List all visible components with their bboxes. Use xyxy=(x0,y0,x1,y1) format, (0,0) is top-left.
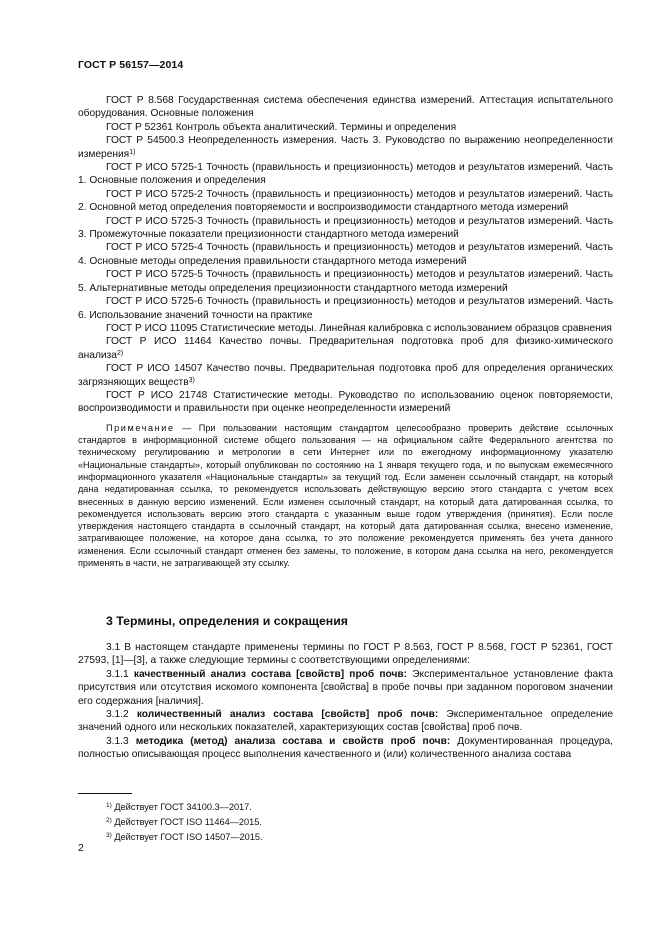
terms-section xyxy=(78,641,613,762)
footnotes xyxy=(106,800,263,844)
reference-item: ГОСТ Р ИСО 5725-5 Точность (правильность и прецизионность) методов и результатов измерений. Часть 5. Альтернативные методы определения прецизионности стандартного метода измерений xyxy=(78,269,613,294)
reference-item: ГОСТ Р ИСО 11464 Качество почвы. Предварительная подготовка проб для физико-химического анализа$^{2)}$ xyxy=(78,336,613,361)
term-definition: 3.1.2 количественный анализ состава [свойств] проб почв: Экспериментальное определение значений одного или нескольких показателей, характеризующих состав [свойства] проб почв. xyxy=(78,709,613,734)
section-title: 3 Термины, определения и сокращения xyxy=(106,614,348,628)
note-paragraph xyxy=(78,422,613,570)
term-definition: 3.1.1 качественный анализ состава [свойств] проб почв: Экспериментальное установление факта присутствия или отсутствия искомого компонента [свойства] в пробе почвы при заданном пороговом значении его содержания [наличия]. xyxy=(78,668,613,707)
document-header: ГОСТ Р 56157—2014 xyxy=(78,59,184,71)
reference-item: ГОСТ Р ИСО 5725-6 Точность (правильность и прецизионность) методов и результатов измерений. Часть 6. Использование значений точности на практике xyxy=(78,296,613,321)
footnote-marker: 3) xyxy=(188,376,195,384)
reference-item: ГОСТ Р ИСО 5725-3 Точность (правильность и прецизионность) методов и результатов измерений. Часть 3. Промежуточные показатели прецизионности стандартного метода измерений xyxy=(78,215,613,241)
footnote-item: $^{2)}$ Действует ГОСТ ISO 11464—2015. xyxy=(106,816,262,827)
normative-references xyxy=(78,94,613,578)
reference-item: ГОСТ Р ИСО 11095 Статистические методы. Линейная калибровка с использованием образцов сравнения xyxy=(106,322,612,334)
page-number: 2 xyxy=(78,842,84,854)
footnote-divider xyxy=(78,793,132,794)
term-name: качественный анализ состава [свойств] проб почв: xyxy=(133,668,408,680)
reference-item: ГОСТ Р ИСО 21748 Статистические методы. Руководство по использованию оценок повторяемости, воспроизводимости и правильности при оценке неопределенности измерений xyxy=(78,389,613,415)
reference-item: ГОСТ Р 8.568 Государственная система обеспечения единства измерений. Аттестация испытательного оборудования. Основные положения xyxy=(78,95,613,120)
term-definition: 3.1.3 методика (метод) анализа состава и свойств проб почв: Документированная процедура, полностью описывающая процесс выполнения качественного и (или) количественного анализа состава xyxy=(78,735,613,761)
note-text: — При пользовании настоящим стандартом целесообразно проверить действие ссылочных стандартов в информационной системе общего пользования — на официальном сайте Федерального агентства по техническому регулированию и метрологии в сети Интернет или по ежегодному информационному указателю «Национальные стандарты», который опубликован по состоянию на 1 января текущего года, и по выпускам ежемесячного информационного указателя «Национальные стандарты» за текущий год. Если заменен ссылочный стандарт, на который дана недатированная ссылка, то рекомендуется использовать действующую версию этого стандарта с учетом всех внесенных в данную версию изменений. Если изменен ссылочный стандарт, на который дата датированная ссылка, то рекомендуется использовать версию этого стандарта с указанным выше годом утверждения (принятия). Если после утверждения настоящего стандарта в ссылочный стандарт, на который дата датированная ссылка, внесено изменение, затрагивающее положение, на которое дана ссылка, то это положение рекомендуется применять без учета данного изменения. Если ссылочный стандарт отменен без замены, то положение, в котором дана ссылка на него, рекомендуется применять в части, не затрагивающей эту ссылку. xyxy=(78,422,613,569)
footnote-item: $^{1)}$ Действует ГОСТ 34100.3—2017. xyxy=(106,802,252,812)
reference-item: ГОСТ Р ИСО 14507 Качество почвы. Предварительная подготовка проб для определения органических загрязняющих веществ$^{3)}$ xyxy=(78,363,613,388)
reference-item: ГОСТ Р ИСО 5725-4 Точность (правильность и прецизионность) методов и результатов измерений. Часть 4. Основные методы определения правильности стандартного метода измерений xyxy=(78,242,613,267)
section-intro: 3.1 В настоящем стандарте применены термины по ГОСТ Р 8.563, ГОСТ Р 8.568, ГОСТ Р 52361, ГОСТ 27593, [1]—[3], а также следующие термины с соответствующими определениями: xyxy=(78,642,613,667)
reference-item: ГОСТ Р ИСО 5725-1 Точность (правильность и прецизионность) методов и результатов измерений. Часть 1. Основные положения и определения xyxy=(78,162,613,187)
footnote-item: $^{3)}$ Действует ГОСТ ISO 14507—2015. xyxy=(106,831,263,842)
term-name: методика (метод) анализа состава и свойств проб почв: xyxy=(135,735,451,747)
note-label: Примечание xyxy=(106,422,175,433)
term-name: количественный анализ состава [свойств] проб почв: xyxy=(136,709,439,721)
reference-item: ГОСТ Р ИСО 5725-2 Точность (правильность и прецизионность) методов и результатов измерений. Часть 2. Основной метод определения повторяемости и воспроизводимости стандартного метода измерений xyxy=(78,188,613,214)
reference-item: ГОСТ Р 54500.3 Неопределенность измерения. Часть 3. Руководство по выражению неопределенности измерения$^{1)}$ xyxy=(78,135,613,160)
footnote-marker: 2) xyxy=(116,349,124,357)
reference-item: ГОСТ Р 52361 Контроль объекта аналитический. Термины и определения xyxy=(106,121,457,133)
footnote-marker: 1) xyxy=(129,148,136,156)
